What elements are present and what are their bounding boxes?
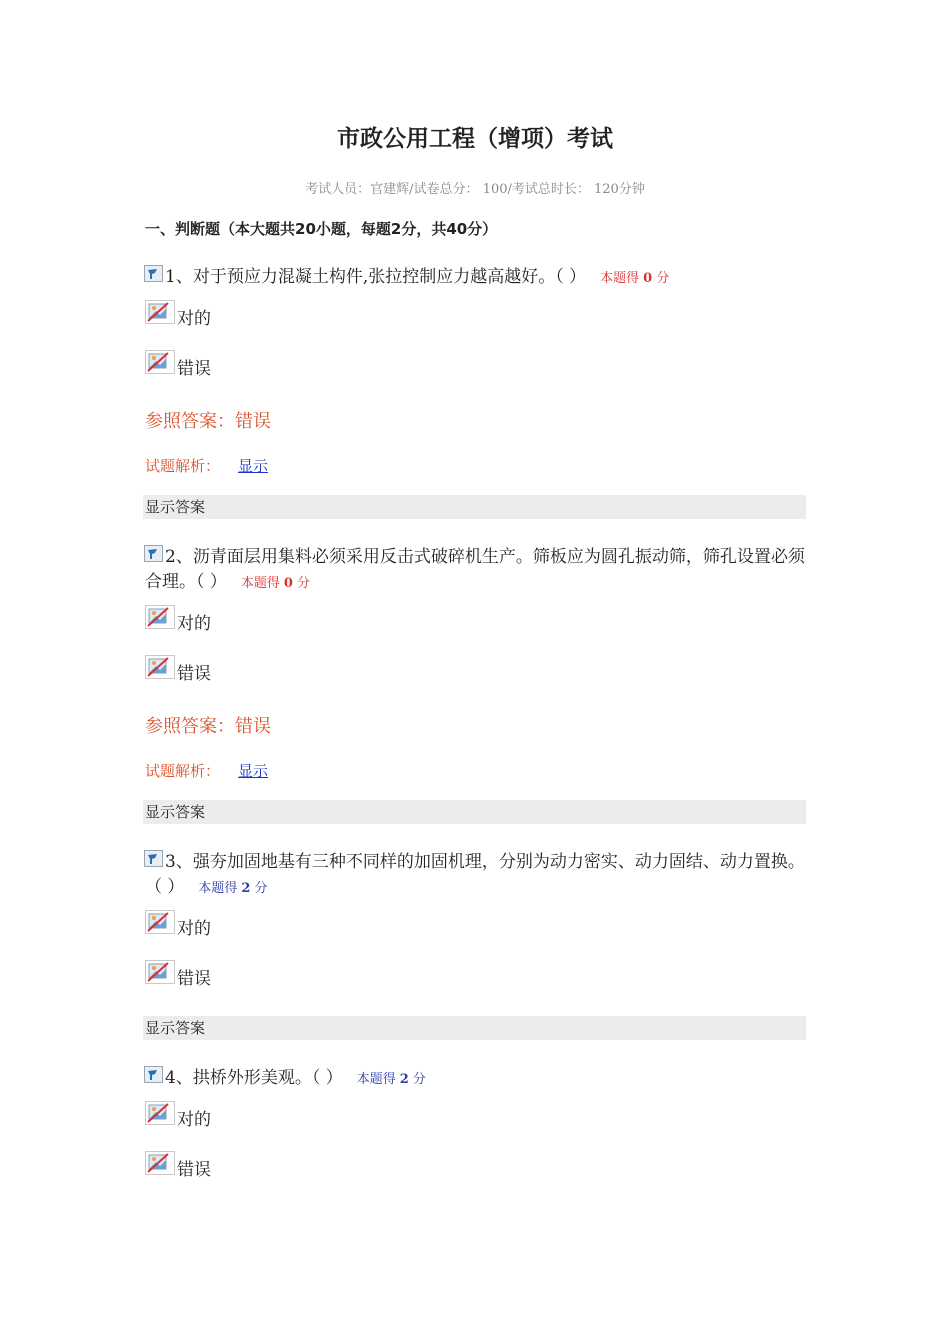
score-label: 本题得 2 分 [356,1072,426,1087]
analysis-row: 试题解析： 显示 [145,762,269,780]
broken-image-icon [145,350,175,374]
broken-image-icon [145,910,175,934]
score-label: 本题得 2 分 [198,881,268,896]
analysis-row: 试题解析： 显示 [145,457,269,475]
broken-image-icon [145,1151,175,1175]
broken-image-icon [145,960,175,984]
score-label: 本题得 0 分 [600,271,670,286]
section-title: 一、判断题（本大题共20小题，每题2分，共40分） [145,220,498,238]
broken-image-icon [145,655,175,679]
show-analysis-link[interactable]: 显示 [238,762,269,780]
question-text: 4、拱桥外形美观。（ ） 本题得 2 分 [165,1068,426,1088]
show-answer-bar[interactable]: 显示答案 [143,800,806,824]
broken-image-icon [145,300,175,324]
show-answer-bar[interactable]: 显示答案 [143,495,806,519]
question-text: 1、对于预应力混凝土构件,张拉控制应力越高越好。（ ） 本题得 0 分 [165,267,670,287]
broken-image-icon [145,1101,175,1125]
reference-answer: 参照答案：错误 [145,716,271,737]
question-text: 2、沥青面层用集料必须采用反击式破碎机生产。筛板应为圆孔振动筛，筛孔设置必须合理。（ ） 本题得 0 分 [145,547,805,592]
reference-answer: 参照答案：错误 [145,411,271,432]
score-label: 本题得 0 分 [240,576,310,591]
show-answer-bar[interactable]: 显示答案 [143,1016,806,1040]
page-title: 市政公用工程（增项）考试 [337,126,613,152]
broken-image-icon [145,605,175,629]
question-text: 3、强夯加固地基有三种不同样的加固机理，分别为动力密实、动力固结、动力置换。（ ） 本题得 2 分 [145,852,805,897]
exam-meta: 考试人员：官建辉/试卷总分： 100/考试总时长： 120分钟 [305,182,645,197]
show-analysis-link[interactable]: 显示 [238,457,269,475]
